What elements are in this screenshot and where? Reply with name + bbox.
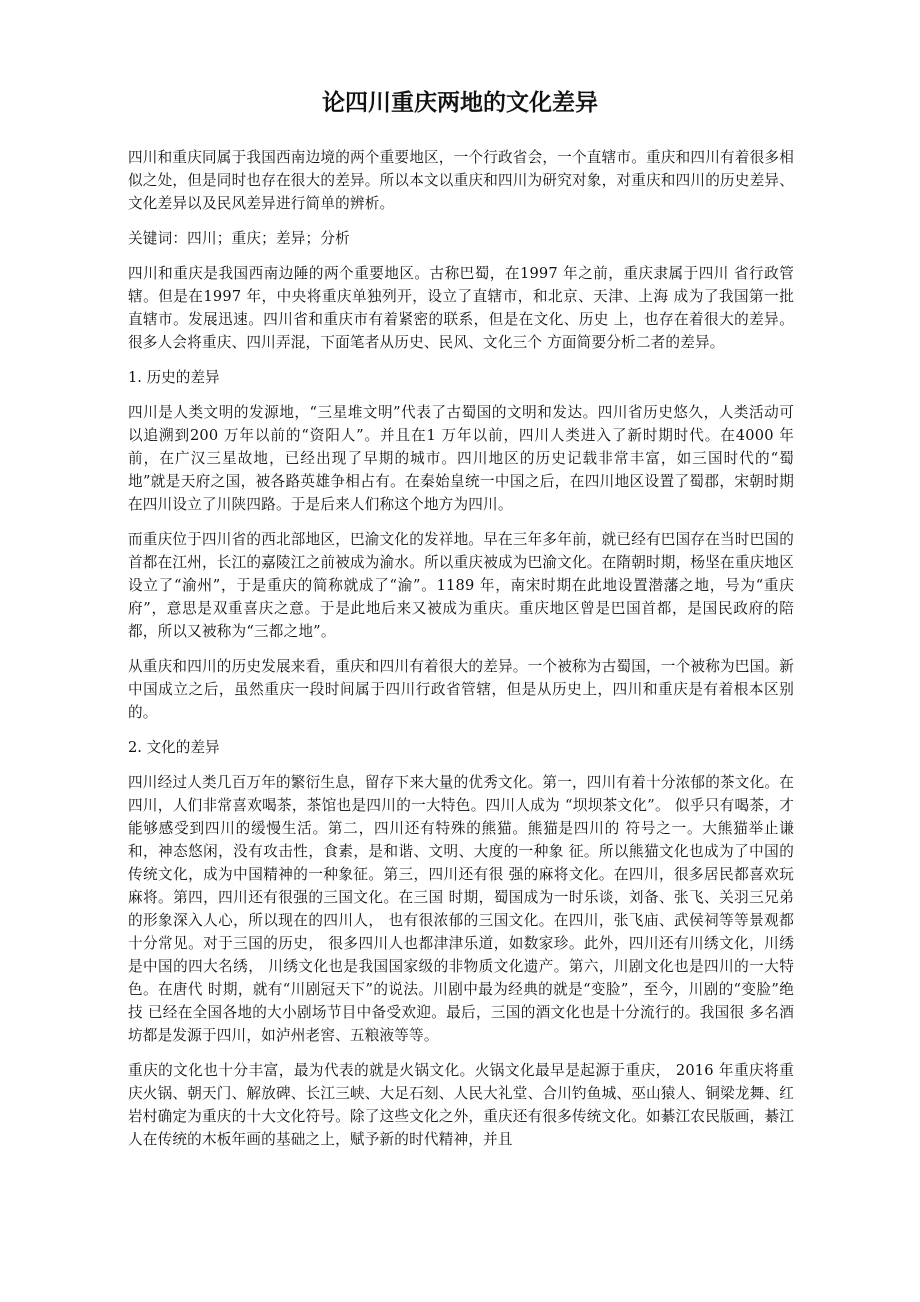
history-paragraph-sichuan: 四川是人类文明的发源地，“三星堆文明”代表了古蜀国的文明和发达。四川省历史悠久，人类活动可以追溯到200 万年以前的“资阳人”。并且在1 万年以前，四川人类进入了新时期时代。在4000 年前，在广汉三星故地，已经出现了早期的城市。四川地区的历史记载非常丰富，如三国时代的“蜀地”就是天府之国，被各路英雄争相占有。在秦始皇统一中国之后，在四川地区设置了蜀郡，宋朝时期在四川设立了川陕四路。于是后来人们称这个地方为四川。 <box>128 404 794 513</box>
document-body <box>128 146 794 1163</box>
culture-paragraph-sichuan: 四川经过人类几百万年的繁衍生息，留存下来大量的优秀文化。第一，四川有着十分浓郁的茶文化。在四川，人们非常喜欢喝茶，茶馆也是四川的一大特色。四川人成为 “坝坝茶文化”。 似乎只有喝茶，才能够感受到四川的缓慢生活。第二，四川还有特殊的熊猫。熊猫是四川的 符号之一。大熊猫举止谦和，神态悠闲，没有攻击性，食素，是和谐、文明、大度的一种象 征。所以熊猫文化也成为了中国的传统文化，成为中国精神的一种象征。第三，四川还有很 强的麻将文化。在四川，很多居民都喜欢玩麻将。第四，四川还有很强的三国文化。在三国 时期，蜀国成为一时乐谈，刘备、张飞、关羽三兄弟的形象深入人心，所以现在的四川人， 也有很浓郁的三国文化。在四川，张飞庙、武侯祠等等景观都十分常见。对于三国的历史， 很多四川人也都津津乐道，如数家珍。此外，四川还有川绣文化，川绣是中国的四大名绣， 川绣文化也是我国国家级的非物质文化遗产。第六，川剧文化也是四川的一大特色。在唐代 时期，就有“川剧冠天下”的说法。川剧中最为经典的就是“变脸”，至今，川剧的“变脸”绝技 已经在全国各地的大小剧场节目中备受欢迎。最后，三国的酒文化也是十分流行的。我国很 多名酒坊都是发源于四川，如泸州老窖、五粮液等等。 <box>128 774 794 1044</box>
history-paragraph-chongqing: 而重庆位于四川省的西北部地区，巴渝文化的发祥地。早在三年多年前，就已经有巴国存在当时巴国的首都在江州，长江的嘉陵江之前被成为渝水。所以重庆被成为巴渝文化。在隋朝时期，杨坚在重庆地区设立了“渝州”，于是重庆的简称就成了“渝”。1189 年，南宋时期在此地设置潜藩之地，号为“重庆府”，意思是双重喜庆之意。于是此地后来又被成为重庆。重庆地区曾是巴国首都，是国民政府的陪都，所以又被称为“三都之地”。 <box>128 531 794 640</box>
section-heading-culture: 2. 文化的差异 <box>128 739 220 756</box>
intro-paragraph: 四川和重庆是我国西南边陲的两个重要地区。古称巴蜀，在1997 年之前，重庆隶属于四川 省行政管辖。但是在1997 年，中央将重庆单独列开，设立了直辖市，和北京、天津、上海 成为了我国第一批直辖市。发展迅速。四川省和重庆市有着紧密的联系，但是在文化、历史 上，也存在着很大的差异。很多人会将重庆、四川弄混，下面笔者从历史、民风、文化三个 方面简要分析二者的差异。 <box>128 265 794 351</box>
section-heading-history: 1. 历史的差异 <box>128 369 220 386</box>
keywords-line: 关键词：四川；重庆；差异；分析 <box>128 230 350 247</box>
abstract-paragraph: 四川和重庆同属于我国西南边境的两个重要地区，一个行政省会，一个直辖市。重庆和四川有着很多相似之处，但是同时也存在很大的差异。所以本文以重庆和四川为研究对象，对重庆和四川的历史差异、文化差异以及民风差异进行简单的辨析。 <box>128 149 794 212</box>
document-title: 论四川重庆两地的文化差异 <box>322 90 598 116</box>
culture-paragraph-chongqing: 重庆的文化也十分丰富，最为代表的就是火锅文化。火锅文化最早是起源于重庆， 2016 年重庆将重庆火锅、朝天门、解放碑、长江三峡、大足石刻、人民大礼堂、合川钓鱼城、巫山猿人、铜梁龙舞、红岩村确定为重庆的十大文化符号。除了这些文化之外，重庆还有很多传统文化。如綦江农民版画，綦江人在传统的木板年画的基础之上，赋予新的时代精神，并且 <box>128 1062 794 1148</box>
history-paragraph-summary: 从重庆和四川的历史发展来看，重庆和四川有着很大的差异。一个被称为古蜀国，一个被称为巴国。新中国成立之后，虽然重庆一段时间属于四川行政省管辖，但是从历史上，四川和重庆是有着根本区别的。 <box>128 658 794 721</box>
